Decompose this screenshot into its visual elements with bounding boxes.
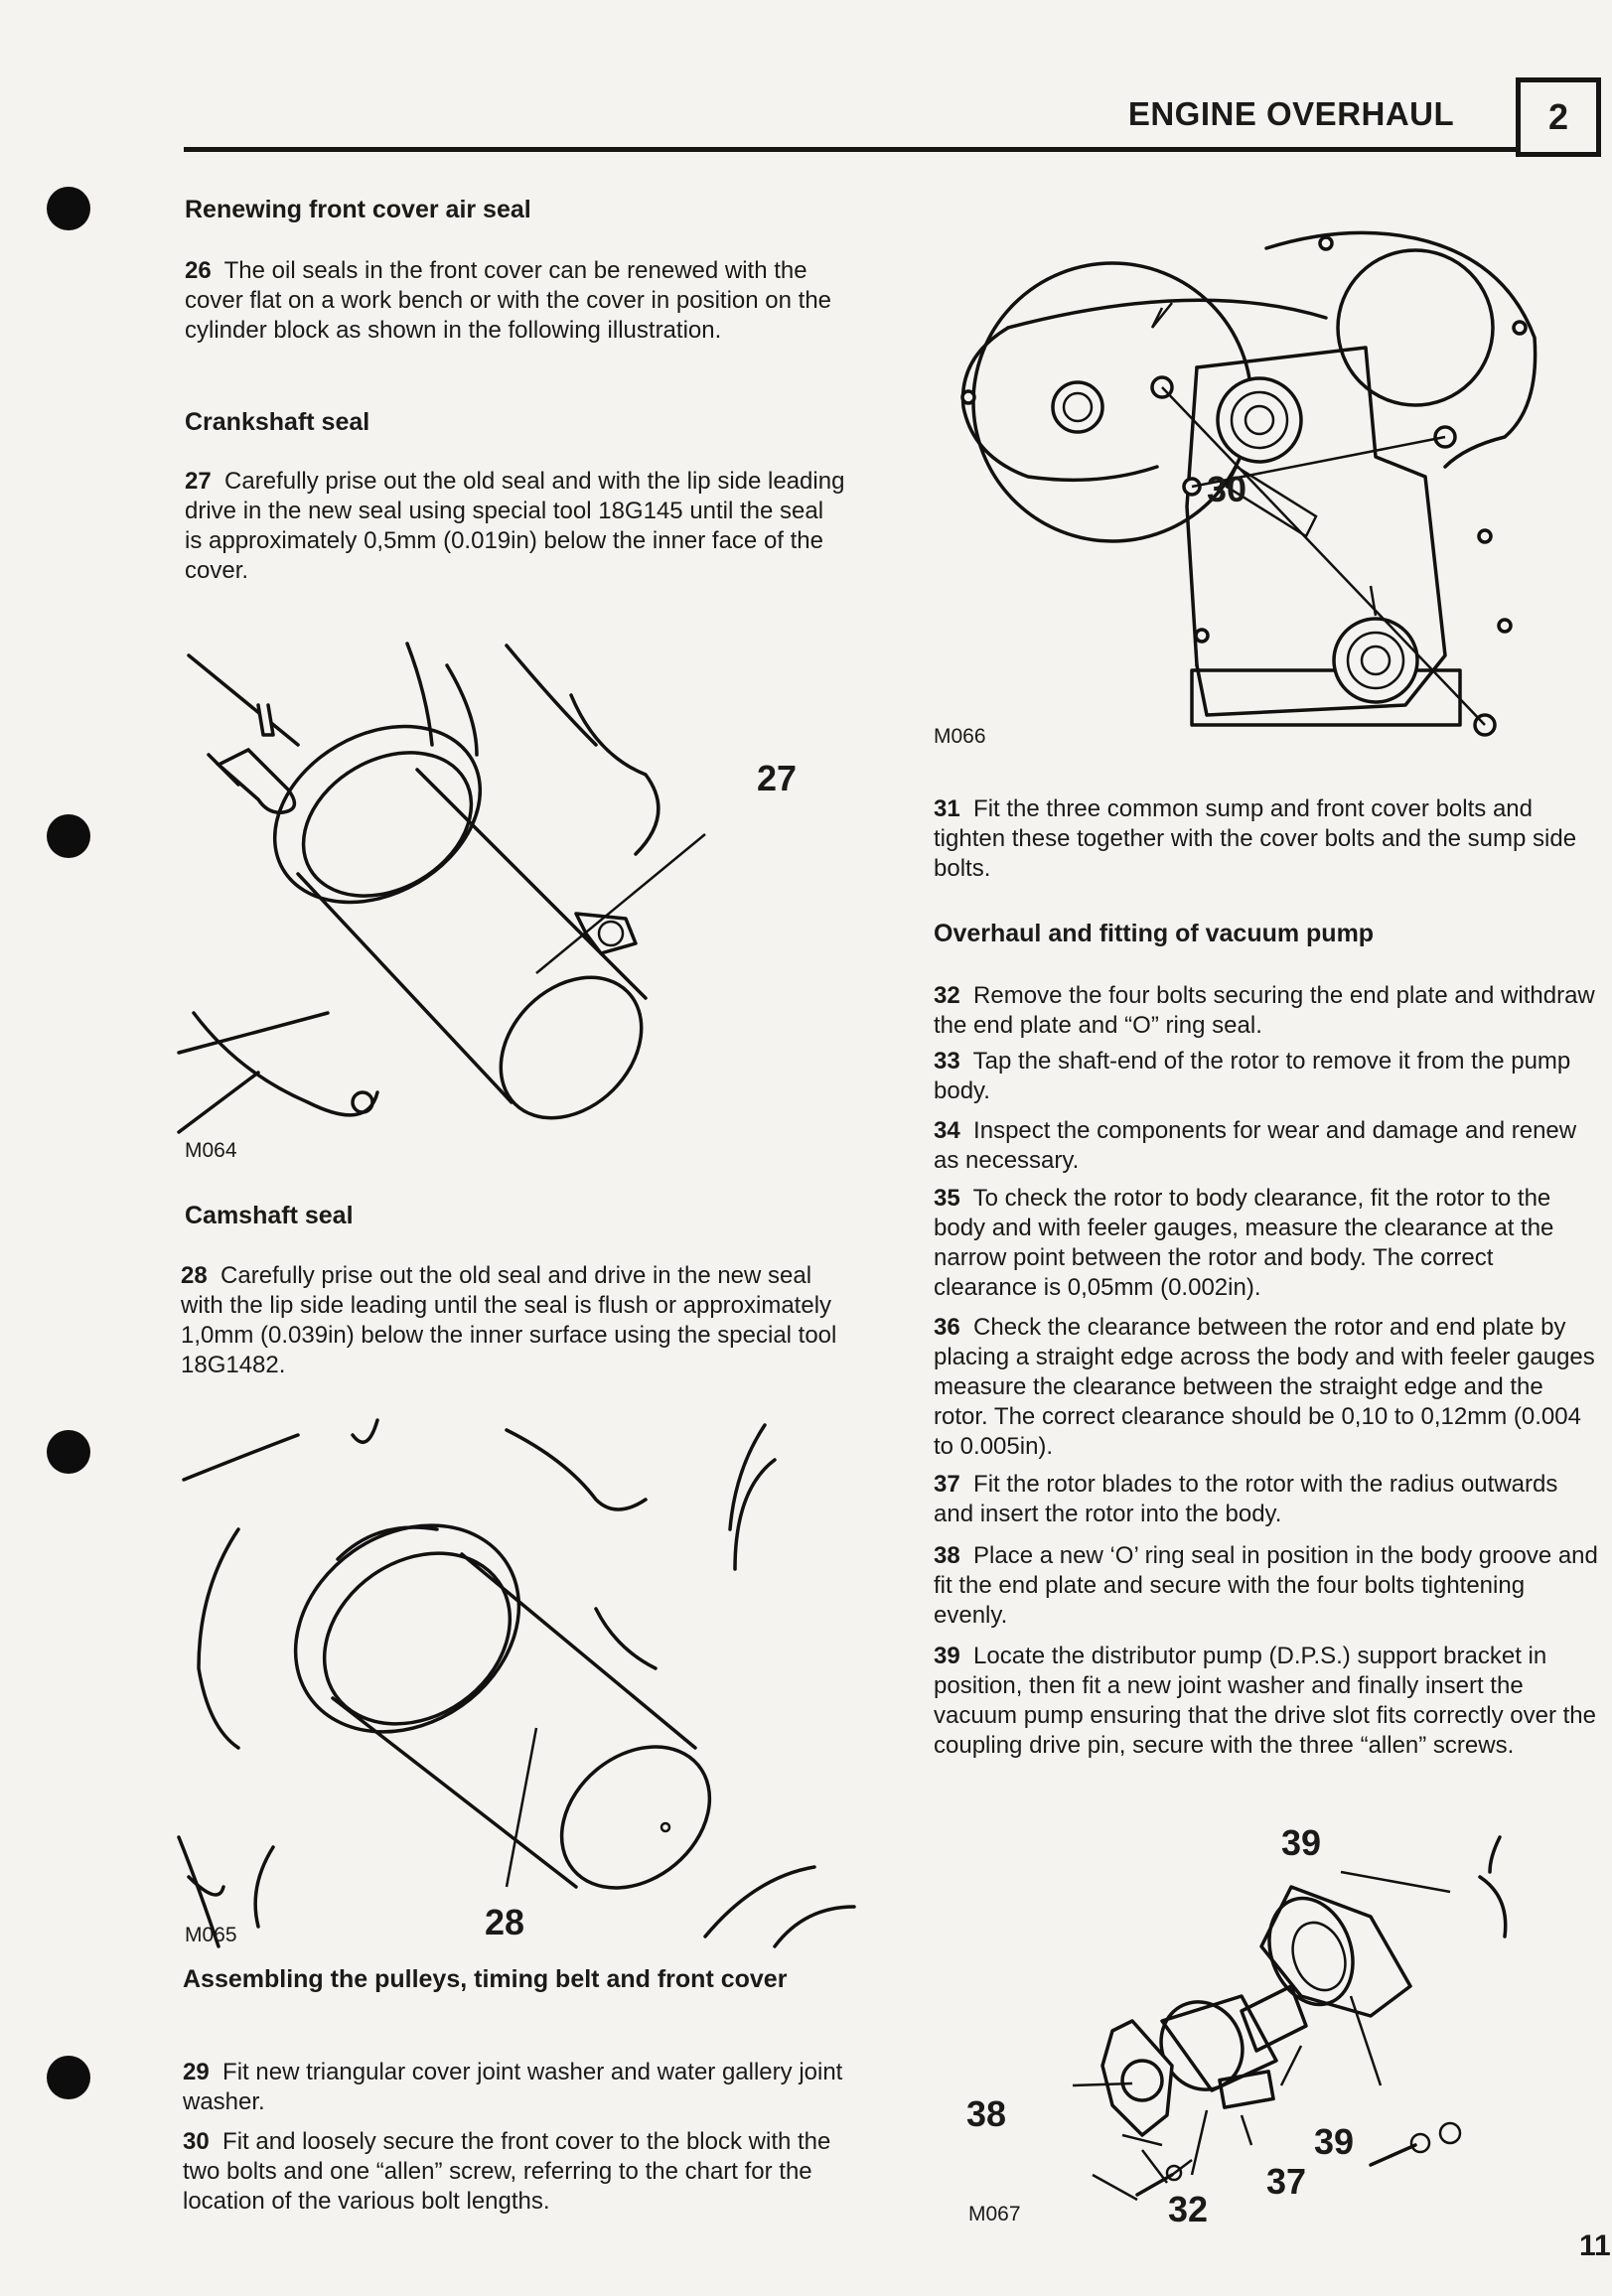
paragraph-28: 28 Carefully prise out the old seal and drive in the new seal with the lip side leading until the seal is flush or approximately 1,0mm (0.039in) below the inner surface using the special tool 18G1482.	[181, 1262, 837, 1378]
figure-m064-crankshaft-seal-tool	[179, 636, 775, 1152]
paragraph-38: 38 Place a new ‘O’ ring seal in position in the body groove and fit the end plate and secure with the four bolts tightening evenly.	[934, 1542, 1598, 1629]
chapter-number: 2	[1516, 77, 1601, 157]
heading-camshaft-seal: Camshaft seal	[185, 1202, 354, 1229]
binder-hole	[47, 1430, 90, 1474]
callout-27: 27	[757, 758, 798, 798]
paragraph-30: 30 Fit and loosely secure the front cover to the block with the two bolts and one “allen” screw, referring to the chart for the location of the various bolt lengths.	[183, 2128, 831, 2215]
section-title: ENGINE OVERHAUL	[1127, 95, 1455, 132]
binder-hole	[47, 187, 90, 230]
figure-m067-vacuum-pump-exploded	[1053, 1817, 1589, 2234]
binder-hole	[47, 814, 90, 858]
paragraph-32: 32 Remove the four bolts securing the end plate and withdraw the end plate and “O” ring seal.	[934, 982, 1595, 1039]
paragraph-36: 36 Check the clearance between the rotor and end plate by placing a straight edge across the body and with feeler gauges measure the clearance between the straight edge and the rotor. The correct clearance should be 0,10 to 0,12mm (0.004 to 0.005in).	[934, 1314, 1595, 1460]
paragraph-26: 26 The oil seals in the front cover can be renewed with the cover flat on a work bench or with the cover in position on the cylinder block as shown in the following illustration.	[185, 257, 832, 344]
paragraph-31: 31 Fit the three common sump and front cover bolts and tighten these together with the cover bolts and the sump side bolts.	[934, 795, 1577, 882]
callout-39-top: 39	[1281, 1822, 1322, 1863]
paragraph-35: 35 To check the rotor to body clearance, fit the rotor to the body and with feeler gauges, measure the clearance at the narrow point between the rotor and body. The correct clearance is 0,05mm (0.002in).	[934, 1185, 1554, 1301]
callout-38: 38	[966, 2093, 1007, 2134]
callout-30: 30	[1207, 469, 1247, 509]
heading-crankshaft-seal: Crankshaft seal	[185, 408, 370, 436]
callout-32: 32	[1168, 2189, 1209, 2229]
page-number: 11	[1579, 2229, 1611, 2262]
heading-front-cover-seal: Renewing front cover air seal	[185, 196, 531, 223]
heading-assembling: Assembling the pulleys, timing belt and front cover	[183, 1965, 788, 1993]
heading-vacuum-pump: Overhaul and fitting of vacuum pump	[934, 920, 1375, 947]
binder-hole	[47, 2056, 90, 2099]
figure-ref-m067: M067	[968, 2203, 1021, 2225]
paragraph-29: 29 Fit new triangular cover joint washer and water gallery joint washer.	[183, 2059, 843, 2115]
callout-28: 28	[485, 1902, 525, 1942]
paragraph-33: 33 Tap the shaft-end of the rotor to remove it from the pump body.	[934, 1048, 1571, 1104]
callout-37: 37	[1266, 2161, 1307, 2202]
paragraph-27: 27 Carefully prise out the old seal and with the lip side leading drive in the new seal using special tool 18G145 until the seal is approximately 0,5mm (0.019in) below the inner face of the cover.	[185, 468, 845, 584]
figure-ref-m065: M065	[185, 1924, 237, 1946]
figure-m065-camshaft-seal-tool	[179, 1410, 854, 1946]
paragraph-39: 39 Locate the distributor pump (D.P.S.) support bracket in position, then fit a new joint washer and finally insert the vacuum pump ensuring that the drive slot fits correctly over the coupling drive pin, secure with the three “allen” screws.	[934, 1643, 1596, 1759]
paragraph-37: 37 Fit the rotor blades to the rotor with the radius outwards and insert the rotor into the body.	[934, 1471, 1558, 1527]
figure-ref-m066: M066	[934, 725, 986, 748]
callout-39-bottom: 39	[1314, 2121, 1355, 2162]
header-rule	[184, 147, 1520, 152]
paragraph-34: 34 Inspect the components for wear and damage and renew as necessary.	[934, 1117, 1577, 1174]
figure-ref-m064: M064	[185, 1139, 237, 1162]
